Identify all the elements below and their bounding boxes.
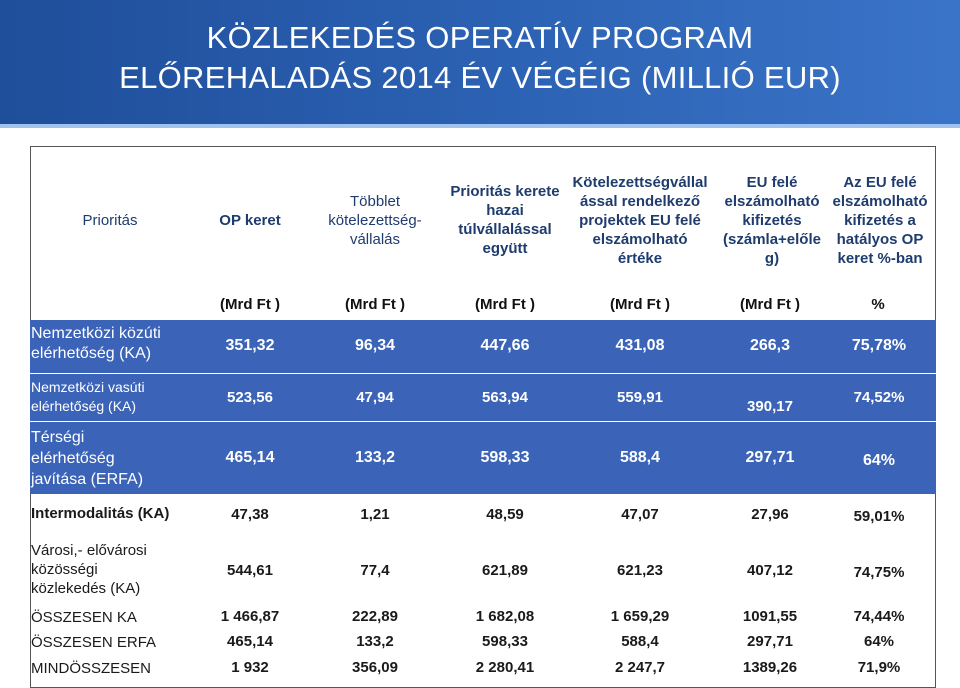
col-header-line: hazai xyxy=(486,202,524,219)
table-cell: 96,34 xyxy=(354,337,396,354)
row-label xyxy=(31,427,143,490)
col-header-kotelezettsegvallalas xyxy=(562,160,718,280)
row-separator xyxy=(30,421,936,422)
row-label-line: elérhetőség (KA) xyxy=(31,398,137,414)
col-header-line: vállalás xyxy=(349,230,400,248)
table-cell: 598,33 xyxy=(480,449,530,466)
col-header-line: keret %-ban xyxy=(837,249,923,267)
row-label-line: Nemzetközi közúti xyxy=(31,325,161,342)
col-header-eu-kifizetes xyxy=(712,160,832,280)
col-header-line: kifizetés xyxy=(742,211,802,229)
total-cell: 2 247,7 xyxy=(614,659,666,676)
col-header-line: Többlet xyxy=(349,192,401,210)
table-cell: 588,4 xyxy=(619,449,661,466)
table-cell: 59,01% xyxy=(853,508,905,525)
total-cell: 74,44% xyxy=(853,608,905,625)
table-cell: 77,4 xyxy=(360,562,390,579)
total-cell: 1 682,08 xyxy=(475,608,535,625)
col-header-line: kifizetés a xyxy=(844,211,916,229)
table-cell: 1,21 xyxy=(360,506,390,523)
col-header-line: értéke xyxy=(617,249,663,267)
title-line-2: ELŐREHALADÁS 2014 ÉV VÉGÉIG (MILLIÓ EUR) xyxy=(119,60,841,95)
col-header-line: projektek EU felé xyxy=(579,211,701,229)
row-label-line: közösségi xyxy=(31,561,98,578)
row-label xyxy=(31,378,145,416)
row-label-line: Térségi xyxy=(31,429,85,446)
row-label-line: Városi,- elővárosi xyxy=(31,542,147,559)
title-banner xyxy=(0,0,960,124)
table-cell: 544,61 xyxy=(227,562,273,579)
total-label: MINDÖSSZESEN xyxy=(31,660,152,677)
table-cell: 266,3 xyxy=(749,337,791,354)
col-header-line: g) xyxy=(764,249,780,267)
total-cell: 1091,55 xyxy=(742,608,798,625)
col-header-line: ással rendelkező xyxy=(579,192,701,210)
col-header-op-keret-szazalek xyxy=(824,160,936,280)
col-header-prioritas xyxy=(40,160,180,280)
col-header-label: OP keret xyxy=(219,211,281,229)
total-cell: 2 280,41 xyxy=(475,659,535,676)
table-cell: 465,14 xyxy=(225,449,275,466)
table-cell: 74,52% xyxy=(853,389,905,406)
unit-label: % xyxy=(871,296,885,313)
col-header-line: EU felé xyxy=(746,173,798,191)
total-cell: 1 659,29 xyxy=(610,608,670,625)
table-cell: 431,08 xyxy=(615,337,665,354)
total-label: ÖSSZESEN ERFA xyxy=(31,634,157,651)
total-cell: 71,9% xyxy=(857,659,901,676)
row-label: Intermodalitás (KA) xyxy=(31,505,170,522)
col-header-line: Prioritás kerete xyxy=(450,183,560,200)
title-line-1: KÖZLEKEDÉS OPERATÍV PROGRAM xyxy=(206,20,754,55)
col-header-line: elszámolható xyxy=(832,192,928,210)
col-header-line: együtt xyxy=(482,240,528,257)
col-header-prioritas-kerete xyxy=(440,160,570,280)
row-label-line: Nemzetközi vasúti xyxy=(31,379,145,395)
total-cell: 356,09 xyxy=(352,659,398,676)
table-cell: 47,38 xyxy=(231,506,269,523)
col-header-line: kötelezettség- xyxy=(328,211,422,229)
total-cell: 133,2 xyxy=(356,633,394,650)
unit-label: (Mrd Ft ) xyxy=(220,296,280,313)
total-cell: 1389,26 xyxy=(742,659,798,676)
table-cell: 48,59 xyxy=(486,506,524,523)
table-cell: 523,56 xyxy=(227,389,273,406)
row-label xyxy=(31,324,161,364)
row-label-line: elérhetőség xyxy=(31,450,115,467)
table-cell: 621,23 xyxy=(617,562,663,579)
title-divider xyxy=(0,124,960,128)
table-cell: 64% xyxy=(862,452,896,469)
table-cell: 447,66 xyxy=(480,337,530,354)
table-cell: 297,71 xyxy=(745,449,795,466)
col-header-op-keret xyxy=(195,160,305,280)
table-cell: 559,91 xyxy=(617,389,663,406)
col-header-tobblet xyxy=(305,160,445,280)
row-label-line: közlekedés (KA) xyxy=(31,580,141,597)
col-header-line: Az EU felé xyxy=(843,173,917,191)
row-label xyxy=(31,541,147,598)
total-cell: 297,71 xyxy=(747,633,793,650)
table-cell: 75,78% xyxy=(851,337,907,354)
table-cell: 133,2 xyxy=(354,449,396,466)
row-label-line: elérhetőség (KA) xyxy=(31,345,152,362)
col-header-line: elszámolható xyxy=(724,192,820,210)
col-header-line: túlvállalással xyxy=(458,221,552,238)
total-cell: 465,14 xyxy=(227,633,273,650)
unit-label: (Mrd Ft ) xyxy=(740,296,800,313)
col-header-line: (számla+előle xyxy=(723,230,821,248)
table-cell: 47,94 xyxy=(356,389,394,406)
col-header-line: elszámolható xyxy=(592,230,688,248)
table-cell: 407,12 xyxy=(747,562,793,579)
row-label-line: javítása (ERFA) xyxy=(31,471,144,488)
total-cell: 222,89 xyxy=(352,608,398,625)
table-cell: 74,75% xyxy=(853,564,905,581)
col-header-label: Prioritás xyxy=(82,211,138,229)
unit-label: (Mrd Ft ) xyxy=(345,296,405,313)
total-cell: 1 466,87 xyxy=(220,608,280,625)
total-cell: 64% xyxy=(863,633,895,650)
total-label: ÖSSZESEN KA xyxy=(31,609,137,626)
unit-label: (Mrd Ft ) xyxy=(475,296,535,313)
col-header-line: hatályos OP xyxy=(836,230,924,248)
total-cell: 1 932 xyxy=(231,659,269,676)
total-cell: 588,4 xyxy=(621,633,659,650)
table-cell: 47,07 xyxy=(621,506,659,523)
table-cell: 27,96 xyxy=(751,506,789,523)
row-separator xyxy=(30,373,936,374)
table-cell: 621,89 xyxy=(482,562,528,579)
table-cell: 390,17 xyxy=(747,398,793,415)
total-cell: 598,33 xyxy=(482,633,528,650)
col-header-line: Kötelezettségvállal xyxy=(572,173,708,191)
table-cell: 351,32 xyxy=(225,337,275,354)
unit-label: (Mrd Ft ) xyxy=(610,296,670,313)
table-cell: 563,94 xyxy=(482,389,528,406)
